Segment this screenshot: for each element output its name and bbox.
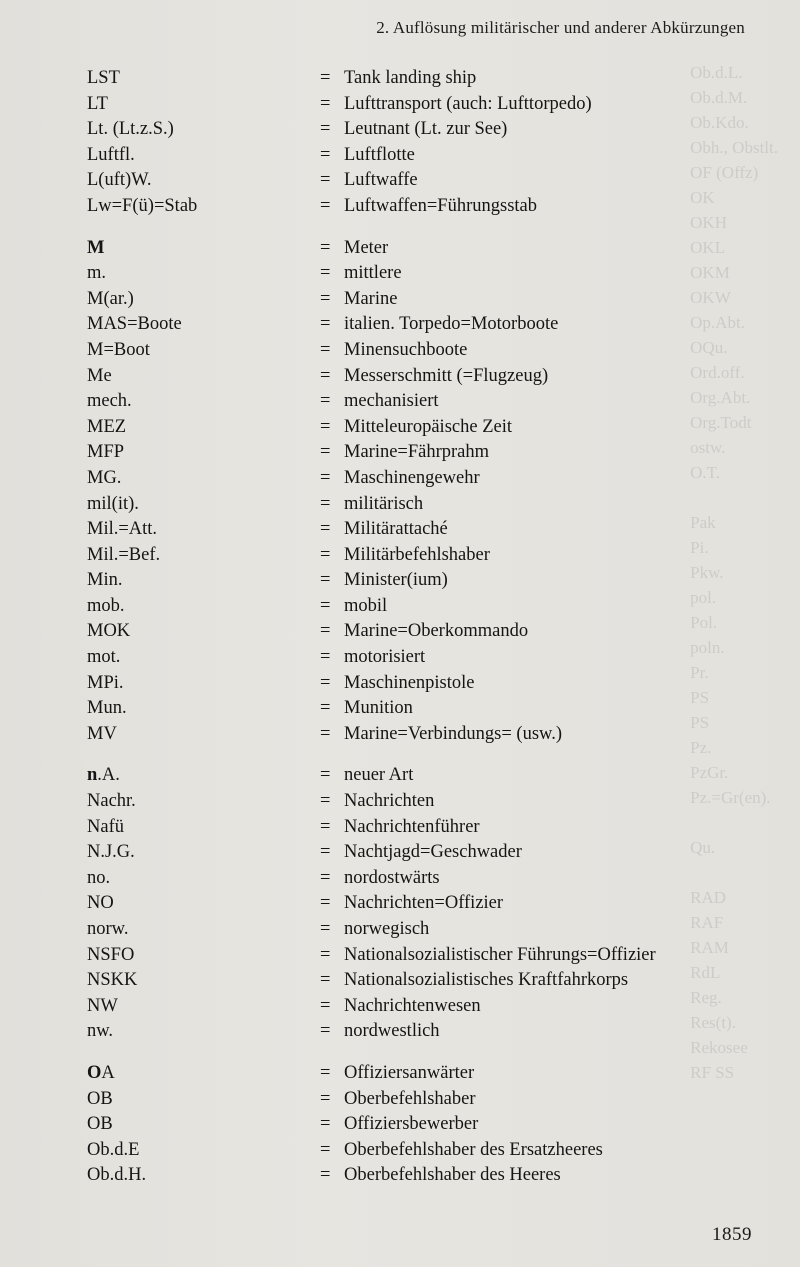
abbreviation-text: no.	[87, 867, 111, 888]
abbreviation	[87, 840, 135, 866]
abbreviation-text: NW	[87, 995, 118, 1016]
abbreviation	[87, 789, 136, 815]
abbreviation-text: MEZ	[87, 416, 127, 437]
list-item	[87, 194, 767, 220]
abbreviation-text: mech.	[87, 391, 132, 412]
abbreviation	[87, 92, 108, 118]
abbreviation	[87, 671, 124, 697]
abbreviation-text: mil(it).	[87, 493, 139, 514]
abbreviation-text: N.J.G.	[87, 842, 135, 863]
abbreviation	[87, 389, 132, 415]
equals-sign: =	[320, 288, 331, 309]
definition: Messerschmitt (=Flugzeug)	[344, 365, 549, 386]
equals-sign: =	[320, 672, 331, 693]
equals-sign: =	[320, 944, 331, 965]
abbreviation-text: MAS=Boote	[87, 314, 182, 335]
list-item	[87, 968, 767, 994]
definition: Maschinenpistole	[344, 672, 475, 693]
equals-sign: =	[320, 1139, 331, 1160]
abbreviation-text: norw.	[87, 919, 129, 939]
equals-sign: =	[320, 1062, 331, 1083]
abbreviation-text: MPi.	[87, 672, 124, 693]
list-item	[87, 568, 767, 594]
list-item	[87, 815, 767, 841]
abbreviation	[87, 143, 135, 169]
list-item	[87, 92, 767, 118]
abbreviation-text: .A.	[97, 765, 120, 786]
abbreviation-text: Ob.d.E	[87, 1139, 140, 1160]
abbreviation	[87, 236, 104, 262]
definition: Nationalsozialistisches Kraftfahrkorps	[344, 970, 629, 991]
abbreviation	[87, 194, 197, 220]
list-item	[87, 722, 767, 748]
definition: Marine=Verbindungs= (usw.)	[344, 723, 562, 744]
abbreviation	[87, 117, 174, 143]
section-initial: M	[87, 237, 105, 258]
equals-sign: =	[320, 519, 331, 540]
list-item	[87, 492, 767, 518]
section-initial: n	[87, 765, 98, 786]
abbreviation	[87, 1163, 146, 1189]
definition: Oberbefehlshaber des Heeres	[344, 1165, 561, 1186]
list-item	[87, 619, 767, 645]
list-item	[87, 261, 767, 287]
equals-sign: =	[320, 995, 331, 1016]
abbreviation	[87, 696, 127, 722]
definition: motorisiert	[344, 647, 426, 668]
definition: Nachrichtenführer	[344, 816, 480, 837]
definition: Marine=Fährprahm	[344, 442, 490, 463]
definition: Nachtjagd=Geschwader	[344, 842, 522, 863]
equals-sign: =	[320, 493, 331, 514]
abbreviation-text: Nachr.	[87, 791, 136, 812]
list-item	[87, 440, 767, 466]
equals-sign: =	[320, 621, 331, 642]
abbreviation-text: Ob.d.H.	[87, 1165, 147, 1186]
definition: Tank landing ship	[344, 68, 477, 88]
equals-sign: =	[320, 263, 331, 284]
list-item	[87, 763, 767, 789]
abbreviation-text: mob.	[87, 595, 125, 616]
list-item	[87, 1019, 767, 1045]
abbreviation-text: M=Boot	[87, 339, 150, 360]
abbreviation	[87, 66, 120, 92]
equals-sign: =	[320, 570, 331, 591]
abbreviation	[87, 815, 124, 841]
abbreviation-text: Mil.=Bef.	[87, 544, 161, 565]
section-initial: O	[87, 1062, 102, 1083]
bleed-through-text: Ob.d.L. Ob.d.M. Ob.Kdo. Obh., Obstlt. OF (Offz) OK OKH OKL OKM OKW Op.Abt. OQu. Ord.off. Org.Abt. Org.Todt ostw. O.T. Pak Pi. Pkw. pol. Pol. poln. Pr. PS PS Pz. PzGr. Pz.=Gr(en). Qu. RAD RAF RAM RdL Reg. Res(t). Rekosee RF SS	[690, 63, 778, 1082]
abbreviation-text: Lw=F(ü)=Stab	[87, 195, 198, 216]
abbreviation	[87, 568, 122, 594]
running-header: 2. Auflösung militärischer und anderer Abkürzungen	[376, 18, 745, 37]
definition: Nachrichtenwesen	[344, 995, 481, 1016]
list-item	[87, 943, 767, 969]
equals-sign: =	[320, 647, 331, 668]
definition: Offiziersanwärter	[344, 1062, 475, 1083]
abbreviation-text: Luftfl.	[87, 144, 135, 165]
equals-sign: =	[320, 723, 331, 744]
definition: Oberbefehlshaber des Ersatzheeres	[344, 1139, 603, 1160]
equals-sign: =	[320, 391, 331, 412]
abbreviation-text: Lt. (Lt.z.S.)	[87, 119, 174, 140]
equals-sign: =	[320, 1165, 331, 1186]
equals-sign: =	[320, 68, 331, 88]
list-item	[87, 466, 767, 492]
equals-sign: =	[320, 970, 331, 991]
list-item	[87, 312, 767, 338]
definition: nordostwärts	[344, 867, 440, 888]
abbreviation	[87, 287, 134, 313]
definition: Mitteleuropäische Zeit	[344, 416, 512, 437]
abbreviation-text: NSFO	[87, 944, 135, 965]
equals-sign: =	[320, 339, 331, 360]
abbreviation-text: MG.	[87, 467, 122, 488]
definition: mechanisiert	[344, 391, 439, 412]
abbreviation	[87, 891, 114, 917]
equals-sign: =	[320, 765, 331, 786]
list-item	[87, 364, 767, 390]
equals-sign: =	[320, 365, 331, 386]
list-item	[87, 338, 767, 364]
list-item	[87, 66, 767, 92]
list-item	[87, 143, 767, 169]
list-item	[87, 117, 767, 143]
definition: italien. Torpedo=Motorboote	[344, 314, 559, 335]
abbreviation-text: M(ar.)	[87, 288, 134, 309]
abbreviation	[87, 517, 157, 543]
list-item	[87, 789, 767, 815]
list-item	[87, 1138, 767, 1164]
definition: Munition	[344, 698, 413, 719]
definition: neuer Art	[344, 765, 414, 786]
abbreviation	[87, 968, 137, 994]
abbreviation	[87, 866, 110, 892]
abbreviation	[87, 1019, 113, 1045]
definition: Marine=Oberkommando	[344, 621, 529, 642]
abbreviation-text: nw.	[87, 1021, 114, 1042]
equals-sign: =	[320, 93, 331, 114]
definition: nordwestlich	[344, 1021, 440, 1042]
definition: Offiziersbewerber	[344, 1114, 479, 1135]
abbreviation	[87, 994, 118, 1020]
equals-sign: =	[320, 816, 331, 837]
list-item	[87, 671, 767, 697]
definition: Leutnant (Lt. zur See)	[344, 119, 508, 140]
abbreviation-text: Min.	[87, 570, 123, 591]
list-item	[87, 1112, 767, 1138]
list-item	[87, 517, 767, 543]
definition: Minister(ium)	[344, 570, 448, 591]
abbreviation	[87, 543, 160, 569]
list-item	[87, 168, 767, 194]
list-item	[87, 840, 767, 866]
equals-sign: =	[320, 237, 331, 258]
definition: Luftwaffe	[344, 170, 418, 191]
abbreviation	[87, 338, 150, 364]
abbreviation	[87, 645, 120, 671]
definition: Militärbefehlshaber	[344, 544, 490, 565]
equals-sign: =	[320, 467, 331, 488]
abbreviation-text: LST	[87, 68, 120, 88]
list-item	[87, 543, 767, 569]
abbreviation-text: OB	[87, 1114, 113, 1135]
list-item	[87, 1163, 767, 1189]
equals-sign: =	[320, 442, 331, 463]
equals-sign: =	[320, 867, 331, 888]
abbreviation	[87, 415, 126, 441]
list-item	[87, 696, 767, 722]
abbreviation-text: NO	[87, 893, 114, 914]
abbreviation	[87, 1112, 113, 1138]
abbreviation	[87, 312, 182, 338]
abbreviation-text: L(uft)W.	[87, 170, 152, 191]
list-item	[87, 866, 767, 892]
abbreviation-text: Mil.=Att.	[87, 519, 158, 540]
abbreviation	[87, 261, 106, 287]
abbreviation-text: LT	[87, 93, 108, 114]
list-item	[87, 645, 767, 671]
equals-sign: =	[320, 919, 331, 939]
definition: Minensuchboote	[344, 339, 468, 360]
equals-sign: =	[320, 791, 331, 812]
definition: norwegisch	[344, 919, 430, 939]
definition: mobil	[344, 595, 388, 616]
abbreviation-text: mot.	[87, 647, 121, 668]
definition: Maschinengewehr	[344, 467, 480, 488]
abbreviation	[87, 492, 139, 518]
abbreviation-text: A	[101, 1062, 115, 1083]
definition: Nationalsozialistischer Führungs=Offizier	[344, 944, 656, 965]
definition: Oberbefehlshaber	[344, 1088, 476, 1109]
abbreviation-text: MOK	[87, 621, 131, 642]
abbreviation	[87, 1061, 115, 1087]
abbreviation-text: m.	[87, 263, 107, 284]
equals-sign: =	[320, 170, 331, 191]
definition: Nachrichten	[344, 791, 435, 812]
definition: militärisch	[344, 493, 424, 514]
list-item	[87, 1061, 767, 1087]
equals-sign: =	[320, 416, 331, 437]
equals-sign: =	[320, 1021, 331, 1042]
abbreviation	[87, 1138, 139, 1164]
definition: Militärattaché	[344, 519, 448, 540]
equals-sign: =	[320, 1088, 331, 1109]
abbreviation	[87, 594, 125, 620]
abbreviation	[87, 466, 121, 492]
list-item	[87, 415, 767, 441]
abbreviation-text: Mun.	[87, 698, 127, 719]
equals-sign: =	[320, 698, 331, 719]
abbreviation-text: OB	[87, 1088, 113, 1109]
definition: Meter	[344, 237, 389, 258]
page-number: 1859	[712, 1224, 752, 1245]
abbreviation-text: MFP	[87, 442, 125, 463]
list-item	[87, 994, 767, 1020]
abbreviation	[87, 364, 112, 390]
abbreviation	[87, 440, 124, 466]
definition: Lufttransport (auch: Lufttorpedo)	[344, 93, 592, 114]
equals-sign: =	[320, 195, 331, 216]
list-item	[87, 917, 767, 943]
abbreviation	[87, 168, 152, 194]
equals-sign: =	[320, 144, 331, 165]
abbreviation	[87, 1087, 113, 1113]
equals-sign: =	[320, 595, 331, 616]
abbreviation	[87, 722, 117, 748]
definition: mittlere	[344, 263, 402, 284]
abbreviation-text: Me	[87, 365, 112, 386]
abbreviation	[87, 619, 130, 645]
list-item	[87, 236, 767, 262]
equals-sign: =	[320, 119, 331, 140]
list-item	[87, 891, 767, 917]
list-item	[87, 1087, 767, 1113]
list-item	[87, 594, 767, 620]
abbreviation-text: MV	[87, 723, 117, 744]
abbreviation	[87, 763, 120, 789]
definition: Marine	[344, 288, 398, 309]
list-item	[87, 287, 767, 313]
definition: Luftflotte	[344, 144, 415, 165]
list-item	[87, 389, 767, 415]
equals-sign: =	[320, 1114, 331, 1135]
abbreviation-text: Nafü	[87, 816, 124, 837]
abbreviation	[87, 917, 128, 943]
equals-sign: =	[320, 842, 331, 863]
definition: Nachrichten=Offizier	[344, 893, 504, 914]
equals-sign: =	[320, 544, 331, 565]
equals-sign: =	[320, 893, 331, 914]
equals-sign: =	[320, 314, 331, 335]
definition: Luftwaffen=Führungsstab	[344, 195, 538, 216]
abbreviation-text: NSKK	[87, 970, 138, 991]
abbreviation-list	[87, 66, 767, 1189]
abbreviation	[87, 943, 134, 969]
